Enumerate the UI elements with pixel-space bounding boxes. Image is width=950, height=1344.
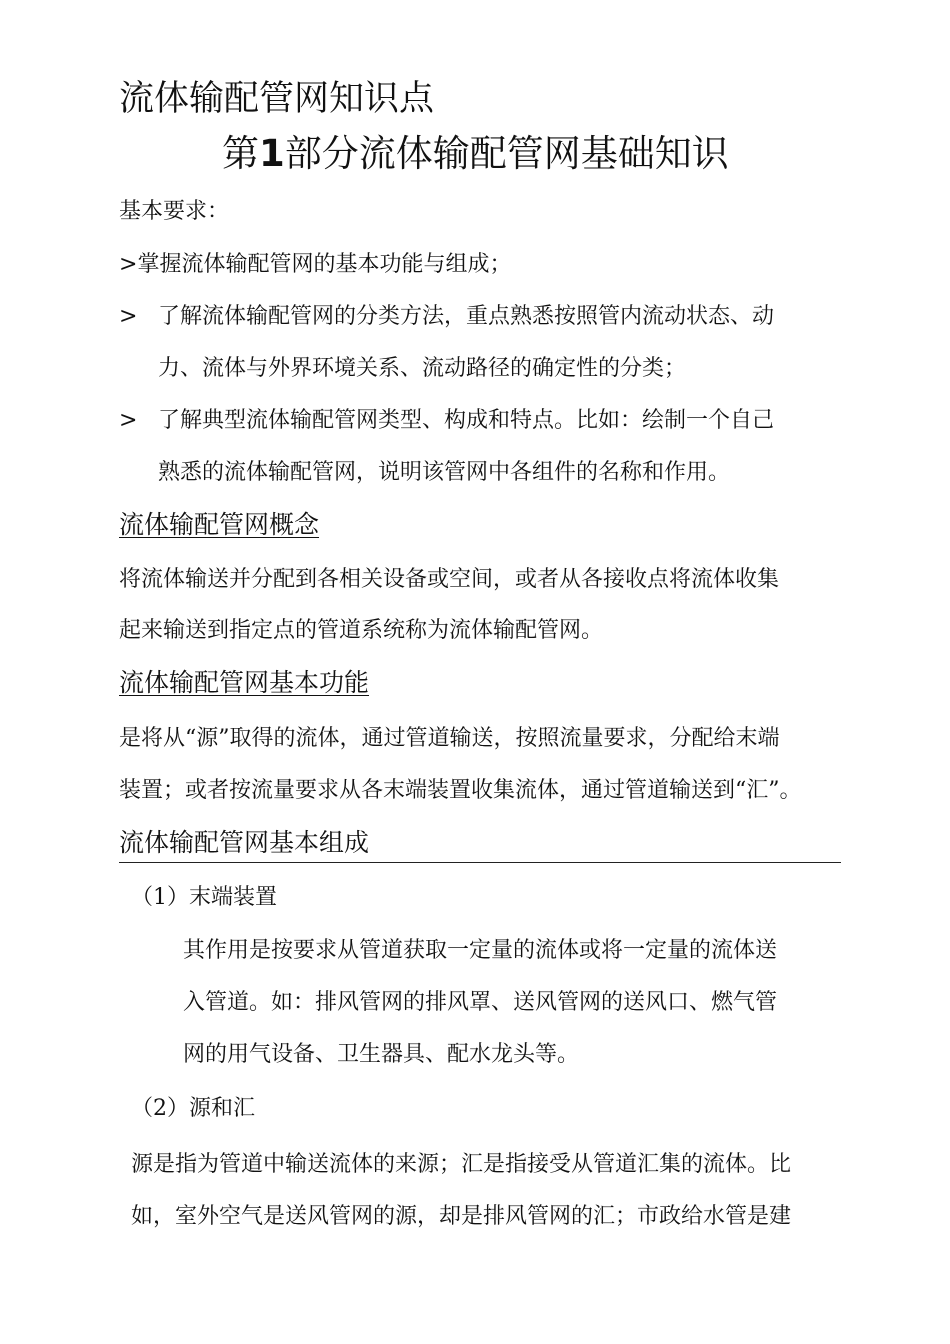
paragraph-line: 装置；或者按流量要求从各末端装置收集流体，通过管道输送到“汇”。 bbox=[119, 778, 802, 803]
subsection-label-source-sink: （2）源和汇 bbox=[131, 1096, 255, 1121]
paragraph-line: 起来输送到指定点的管道系统称为流体输配管网。 bbox=[119, 618, 604, 643]
requirement-item-2-line-1: 了解流体输配管网的分类方法，重点熟悉按照管内流动状态、动 bbox=[158, 304, 775, 329]
bullet-marker: > bbox=[119, 304, 138, 329]
bullet-marker: > bbox=[119, 408, 138, 433]
bullet-marker: > bbox=[119, 252, 138, 277]
paragraph-line: 将流体输送并分配到各相关设备或空间，或者从各接收点将流体收集 bbox=[119, 567, 780, 592]
section-heading-function: 流体输配管网基本功能 bbox=[119, 668, 370, 697]
section-divider bbox=[119, 862, 841, 863]
document-title: 流体输配管网知识点 bbox=[119, 79, 435, 119]
paragraph-line: 网的用气设备、卫生器具、配水龙头等。 bbox=[183, 1042, 580, 1067]
requirement-item-3-line-1: 了解典型流体输配管网类型、构成和特点。比如：绘制一个自己 bbox=[158, 408, 775, 433]
chapter-prefix: 第 bbox=[222, 132, 259, 175]
paragraph-line: 其作用是按要求从管道获取一定量的流体或将一定量的流体送 bbox=[183, 938, 778, 963]
paragraph-line: 是将从“源”取得的流体，通过管道输送，按照流量要求，分配给末端 bbox=[119, 726, 780, 751]
requirement-item-3-line-2: 熟悉的流体输配管网，说明该管网中各组件的名称和作用。 bbox=[158, 460, 731, 485]
section-heading-concept: 流体输配管网概念 bbox=[119, 510, 320, 539]
requirement-item-2-line-2: 力、流体与外界环境关系、流动路径的确定性的分类； bbox=[158, 356, 687, 381]
paragraph-line: 入管道。如：排风管网的排风罩、送风管网的送风口、燃气管 bbox=[183, 990, 778, 1015]
subsection-label-terminal: （1）末端装置 bbox=[131, 885, 277, 910]
paragraph-line: 如，室外空气是送风管网的源，却是排风管网的汇；市政给水管是建 bbox=[131, 1204, 792, 1229]
chapter-number: 1 bbox=[259, 132, 285, 175]
requirement-item-1 bbox=[119, 250, 511, 280]
requirements-heading: 基本要求： bbox=[119, 199, 230, 224]
requirement-text: 掌握流体输配管网的基本功能与组成； bbox=[137, 252, 512, 277]
section-heading-composition: 流体输配管网基本组成 bbox=[119, 828, 370, 857]
chapter-title bbox=[222, 129, 729, 179]
paragraph-line: 源是指为管道中输送流体的来源；汇是指接受从管道汇集的流体。比 bbox=[131, 1152, 792, 1177]
chapter-suffix: 部分流体输配管网基础知识 bbox=[284, 132, 729, 175]
